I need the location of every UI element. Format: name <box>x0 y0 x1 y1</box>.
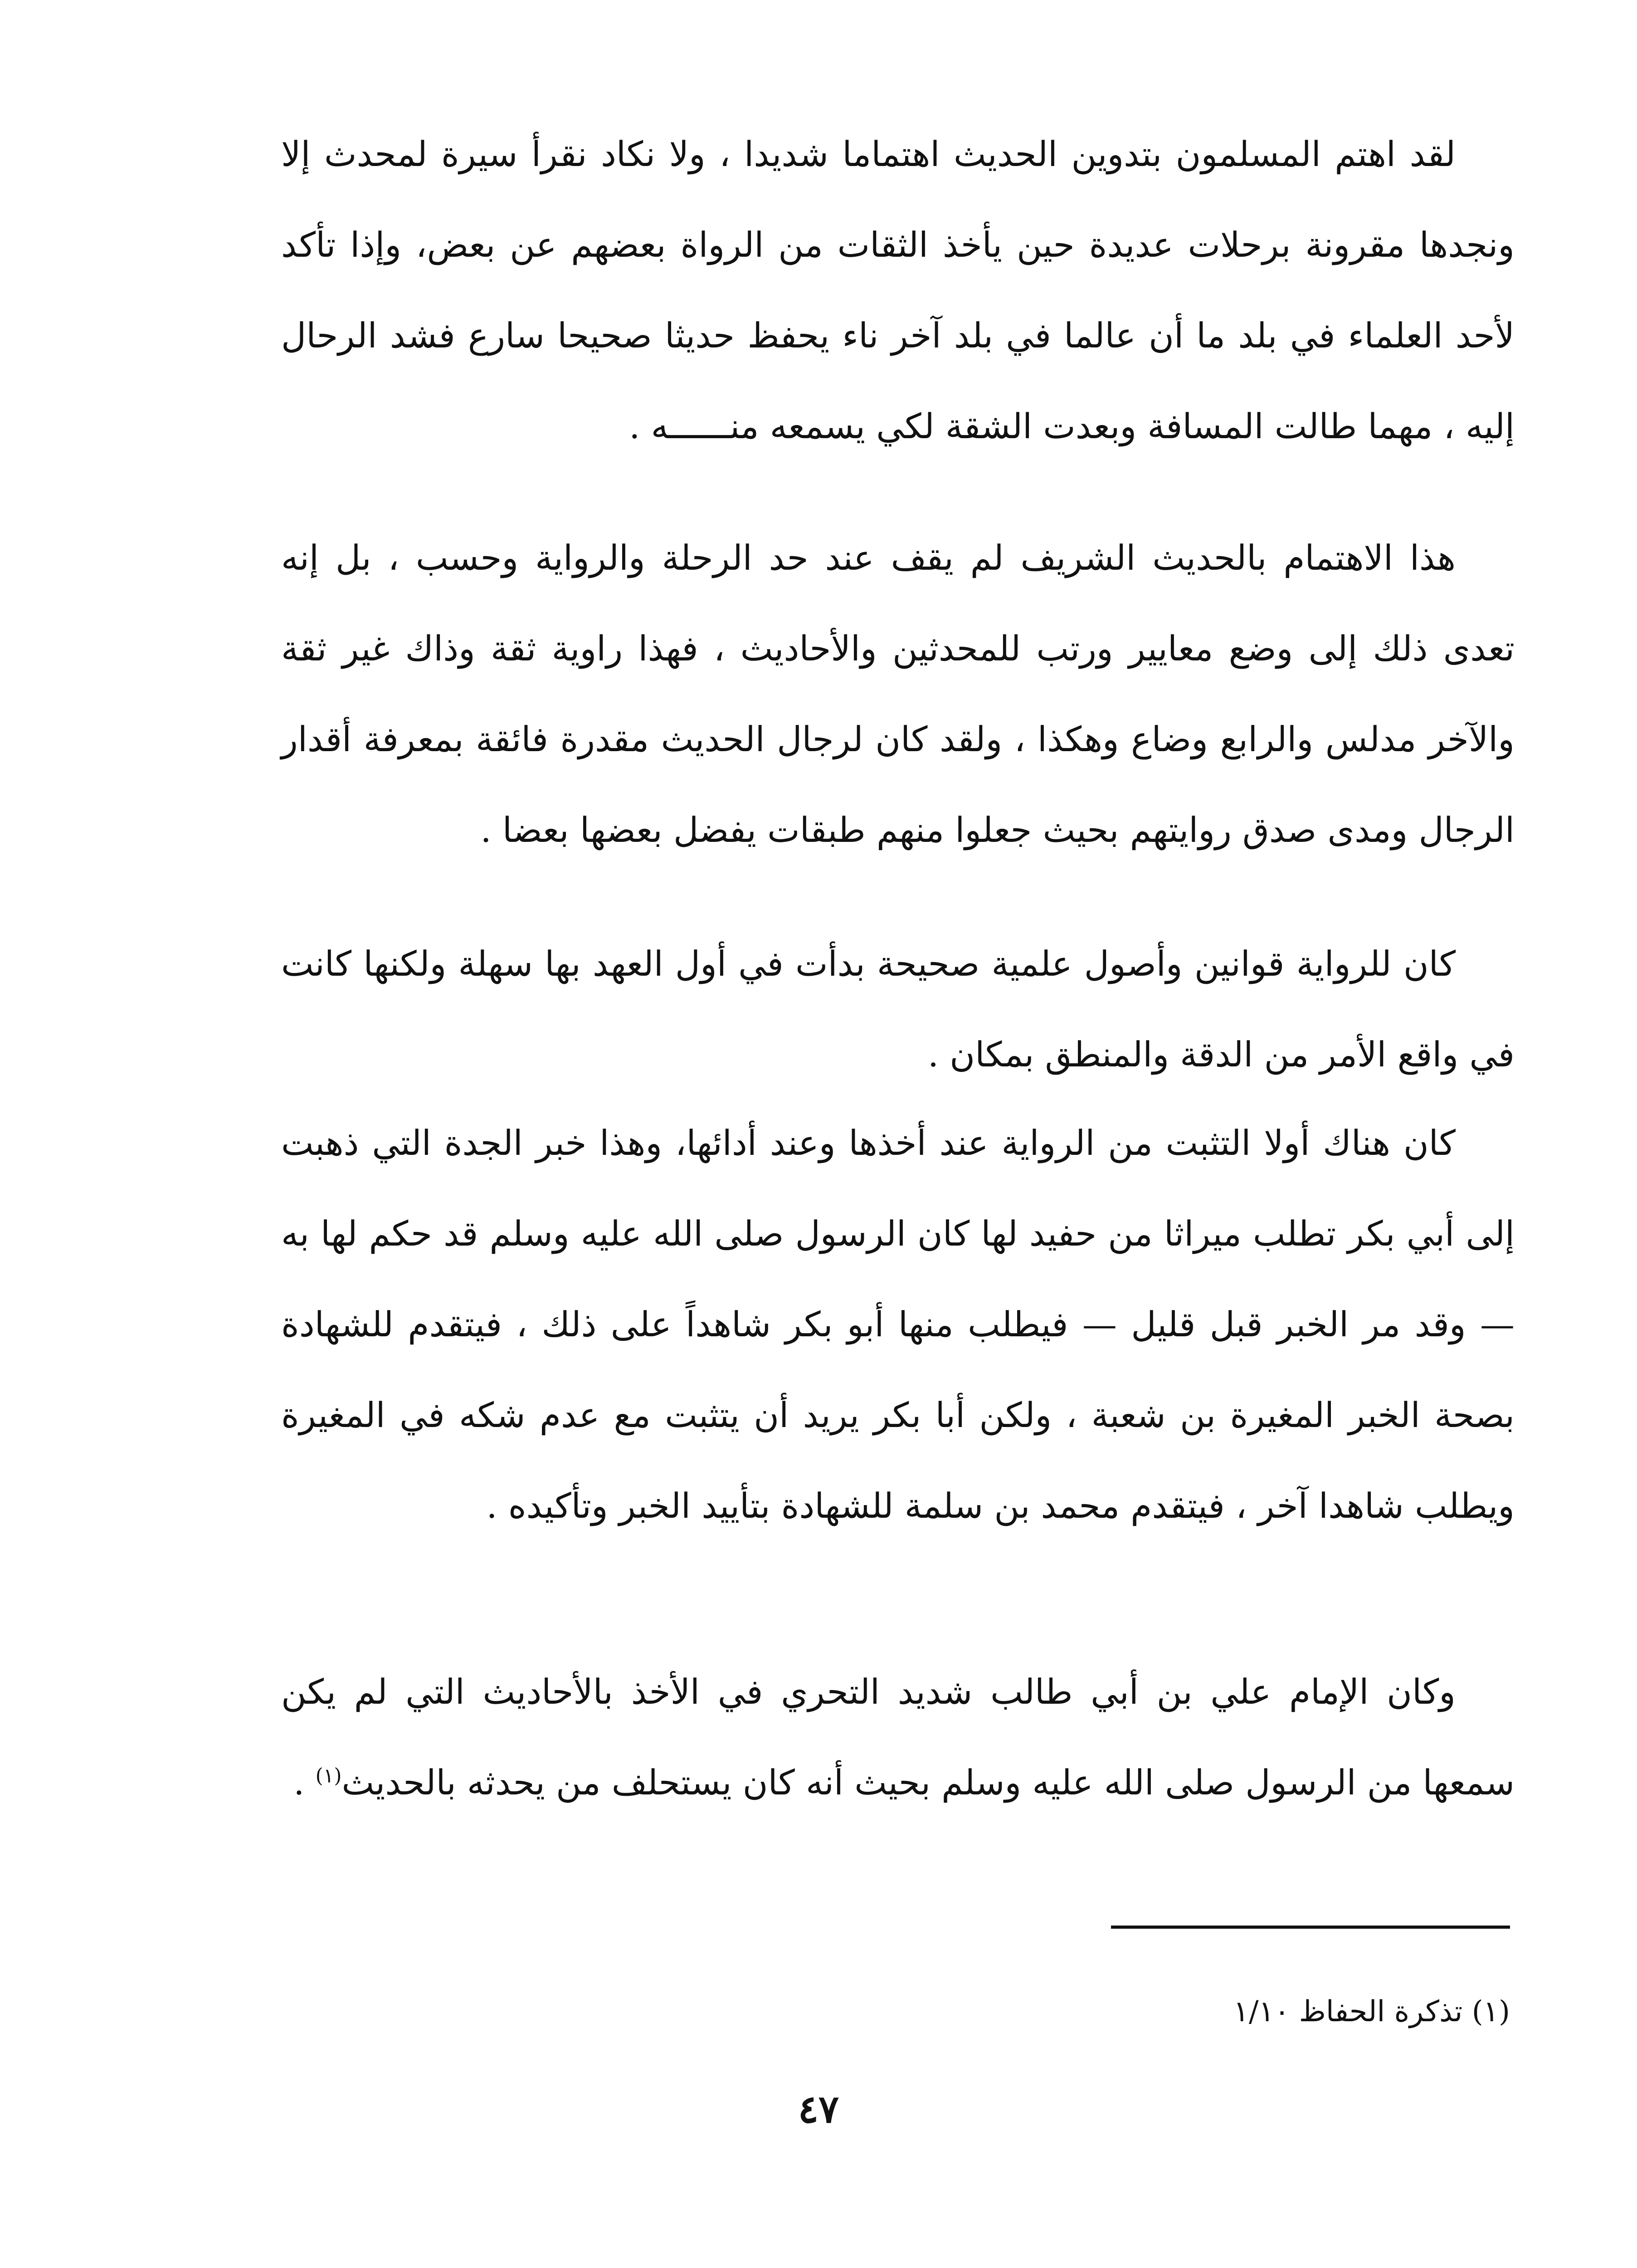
paragraph-5-ending: . <box>293 1762 316 1803</box>
paragraph-2-text: هذا الاهتمام بالحديث الشريف لم يقف عند حد الرحلة والرواية وحسب ، بل إنه تعدى ذلك إلى وضع معايير ورتب للمحدثين والأحاديث ، فهذا راوية ثقة وذاك غير ثقة والآخر مدلس والرابع وضاع وهكذا ، ولقد كان لرجال الحديث مقدرة فائقة بمعرفة أقدار الرجال ومدى صدق روايتهم بحيث جعلوا منهم طبقات يفضل بعضها بعضا . <box>281 538 1515 850</box>
paragraph-5-wrapper <box>281 1647 1515 1828</box>
paragraph-3-text: كان للرواية قوانين وأصول علمية صحيحة بدأت في أول العهد بها سهلة ولكنها كانت في واقع الأمر من الدقة والمنطق بمكان . <box>281 943 1515 1075</box>
paragraph-5-text: وكان الإمام علي بن أبي طالب شديد التحري في الأخذ بالأحاديث التي لم يكن سمعها من الرسول صلى الله عليه وسلم بحيث أنه كان يستحلف من يحدثه بالحديث <box>281 1672 1515 1803</box>
paragraph-5 <box>281 1647 1515 1828</box>
paragraph-4-text: كان هناك أولا التثبت من الرواية عند أخذها وعند أدائها، وهذا خبر الجدة التي ذهبت إلى أبي بكر تطلب ميراثا من حفيد لها كان الرسول صلى الله عليه وسلم قد حكم لها به — وقد مر الخبر قبل قليل — فيطلب منها أبو بكر شاهداً على ذلك ، فيتقدم للشهادة بصحة الخبر المغيرة بن شعبة ، ولكن أبا بكر يريد أن يتثبت مع عدم شكه في المغيرة ويطلب شاهدا آخر ، فيتقدم محمد بن سلمة للشهادة بتأييد الخبر وتأكيده . <box>281 1123 1515 1526</box>
paragraph-4 <box>281 1098 1515 1551</box>
paragraph-3 <box>281 919 1515 1100</box>
footnote: (١) تذكرة الحفاظ ١/١٠ <box>1233 1995 1510 2028</box>
paragraph-2 <box>281 513 1515 875</box>
footnote-divider <box>1111 1926 1510 1929</box>
footnote-reference: (١) <box>315 1764 342 1788</box>
page-number: ٤٧ <box>798 2087 839 2131</box>
paragraph-1-text: لقد اهتم المسلمون بتدوين الحديث اهتماما شديدا ، ولا نكاد نقرأ سيرة لمحدث إلا ونجدها مقرونة برحلات عديدة حين يأخذ الثقات من الرواة بعضهم عن بعض، وإذا تأكد لأحد العلماء في بلد ما أن عالما في بلد آخر ناء يحفظ حديثا صحيحا سارع فشد الرحال إليه ، مهما طالت المسافة وبعدت الشقة لكي يسمعه منــــــه . <box>281 134 1515 446</box>
paragraph-1 <box>281 109 1515 472</box>
